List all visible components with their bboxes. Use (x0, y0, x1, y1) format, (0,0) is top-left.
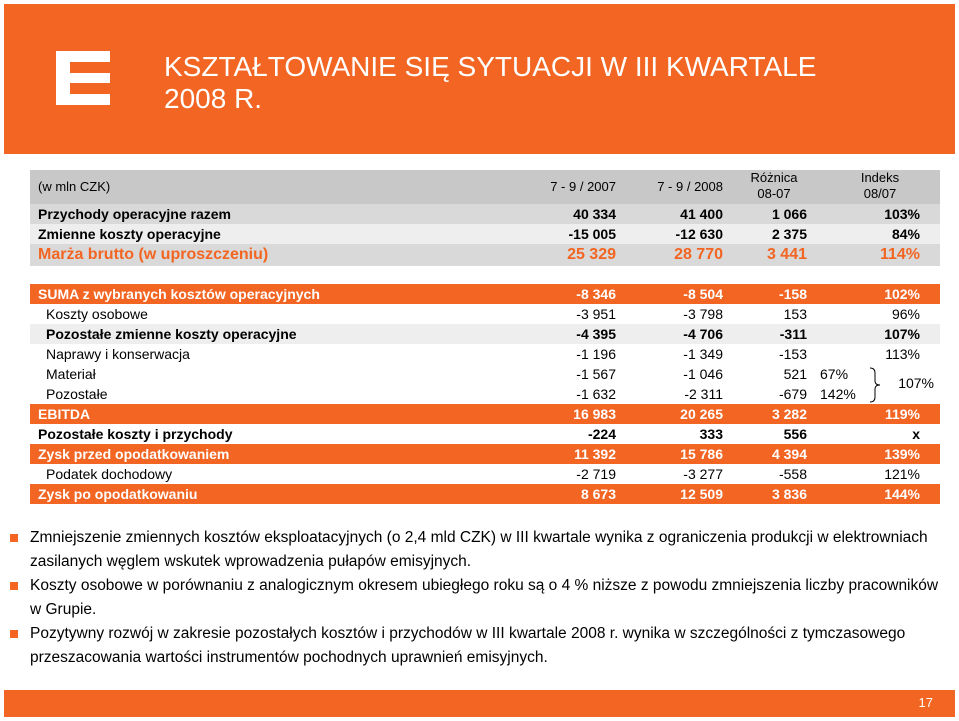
footer-bar (4, 690, 955, 717)
table-header (30, 170, 940, 204)
material-other-group (30, 364, 940, 404)
list-item: Zmniejszenie zmiennych kosztów eksploatacyjnych (o 2,4 mld CZK) w III kwartale wynika z ograniczenia produkcji w elektrowniach zasilanych węglem wskutek wprowadzenia pułapów emisyjnych. (10, 526, 945, 574)
table-row: Pozostałe -1 632 -2 311 -679 142% (30, 384, 940, 404)
page-title: KSZTAŁTOWANIE SIĘ SYTUACJI W III KWARTALE 2008 R. (164, 51, 817, 114)
table-row-highlight: Marża brutto (w uproszczeniu) 25 329 28 770 3 441 114% (30, 244, 940, 266)
table-row: Naprawy i konserwacja -1 196 -1 349 -153 113% (30, 344, 940, 364)
cez-logo-icon (56, 51, 110, 105)
right-brace-icon (868, 366, 882, 404)
table-row: SUMA z wybranych kosztów operacyjnych -8 346 -8 504 -158 102% (30, 284, 940, 304)
col-header-2008: 7 - 9 / 2008 (657, 179, 723, 194)
table-row: Przychody operacyjne razem 40 334 41 400 1 066 103% (30, 204, 940, 224)
table-row: Zysk przed opodatkowaniem 11 392 15 786 4 394 139% (30, 444, 940, 464)
square-bullet-icon (10, 582, 18, 590)
table-row: Podatek dochodowy -2 719 -3 277 -558 121% (30, 464, 940, 484)
list-item: Pozytywny rozwój w zakresie pozostałych kosztów i przychodów w III kwartale 2008 r. wynika w szczególności z tymczasowego przeszacowania wartości instrumentów pochodnych uprawnień emisyjnych. (10, 622, 945, 670)
col-header-2007: 7 - 9 / 2007 (550, 179, 616, 194)
table-row: Zmienne koszty operacyjne -15 005 -12 630 2 375 84% (30, 224, 940, 244)
commentary-list (10, 526, 945, 670)
table-row: Pozostałe zmienne koszty operacyjne -4 395 -4 706 -311 107% (30, 324, 940, 344)
table-row: Materiał -1 567 -1 046 521 67% (30, 364, 940, 384)
list-item: Koszty osobowe w porównaniu z analogicznym okresem ubiegłego roku są o 4 % niższe z powodu zmniejszenia liczby pracowników w Grupie. (10, 574, 945, 622)
page-number: 17 (918, 695, 933, 710)
table-row: Koszty osobowe -3 951 -3 798 153 96% (30, 304, 940, 324)
financial-table (30, 170, 940, 504)
table-row: Pozostałe koszty i przychody -224 333 556 x (30, 424, 940, 444)
col-header-diff: Różnica 08-07 (750, 170, 798, 201)
combined-index: 107% (898, 375, 934, 391)
table-row: EBITDA 16 983 20 265 3 282 119% (30, 404, 940, 424)
title-banner (4, 4, 955, 154)
square-bullet-icon (10, 630, 18, 638)
col-header-index: Indeks 08/07 (860, 170, 900, 201)
table-row: Zysk po opodatkowaniu 8 673 12 509 3 836 144% (30, 484, 940, 504)
unit-label: (w mln CZK) (38, 179, 111, 194)
square-bullet-icon (10, 534, 18, 542)
